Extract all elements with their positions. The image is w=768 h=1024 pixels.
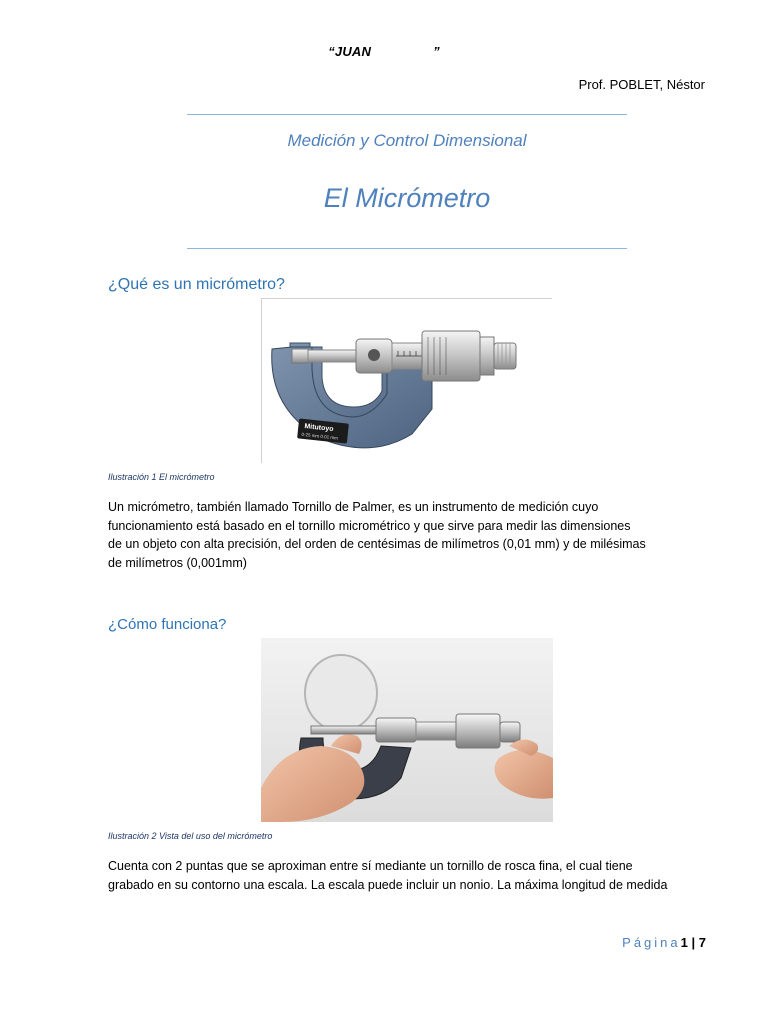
paragraph-line: Un micrómetro, también llamado Tornillo de Palmer, es un instrumento de medición cuyo xyxy=(108,500,599,514)
paragraph-line: funcionamiento está basado en el tornillo micrométrico y que sirve para medir las dimensiones xyxy=(108,518,631,533)
paragraph-definition xyxy=(108,498,688,572)
micrometer-usage-photo xyxy=(261,638,553,822)
micrometer-brand-label: Mitutoyo xyxy=(303,423,334,434)
title-top-rule xyxy=(187,114,627,115)
paragraph-line: de milímetros (0,001mm) xyxy=(108,555,247,570)
paragraph-how-it-works xyxy=(108,857,688,894)
footer-page-number: 1 xyxy=(680,935,688,950)
author-name: Prof. POBLET, Néstor xyxy=(578,77,705,92)
micrometer-figure xyxy=(261,298,552,463)
figure-caption-1: Ilustración 1 El micrómetro xyxy=(108,472,215,482)
title-bottom-rule xyxy=(187,248,627,249)
micrometer-range-label: 0-25 mm 0.01 mm xyxy=(301,431,339,441)
micrometer-usage-illustration xyxy=(261,638,553,822)
footer-page-word: Página xyxy=(622,935,681,950)
header-title-close: ” xyxy=(433,44,440,59)
paragraph-line: de un objeto con alta precisión, del orden de centésimas de milímetros (0,01 mm) y de milésimas xyxy=(108,537,646,551)
footer-separator: | xyxy=(691,935,696,950)
paragraph-line: grabado en su contorno una escala. La escala puede incluir un nonio. La máxima longitud de medida xyxy=(108,877,668,892)
document-header-title xyxy=(0,44,768,59)
footer-total-pages: 7 xyxy=(698,935,706,950)
document-title: El Micrómetro xyxy=(323,183,491,213)
document-subtitle: Medición y Control Dimensional xyxy=(287,131,527,150)
micrometer-illustration xyxy=(262,299,552,463)
section-heading-what-is: ¿Qué es un micrómetro? xyxy=(108,276,285,293)
figure-caption-2: Ilustración 2 Vista del uso del micrómetro xyxy=(108,831,273,841)
paragraph-line: Cuenta con 2 puntas que se aproximan entre sí mediante un tornillo de rosca fina, el cual tiene xyxy=(108,859,633,873)
header-title-open: “JUAN xyxy=(328,44,372,59)
page-footer xyxy=(622,935,706,950)
section-heading-how-it-works: ¿Cómo funciona? xyxy=(108,616,227,633)
